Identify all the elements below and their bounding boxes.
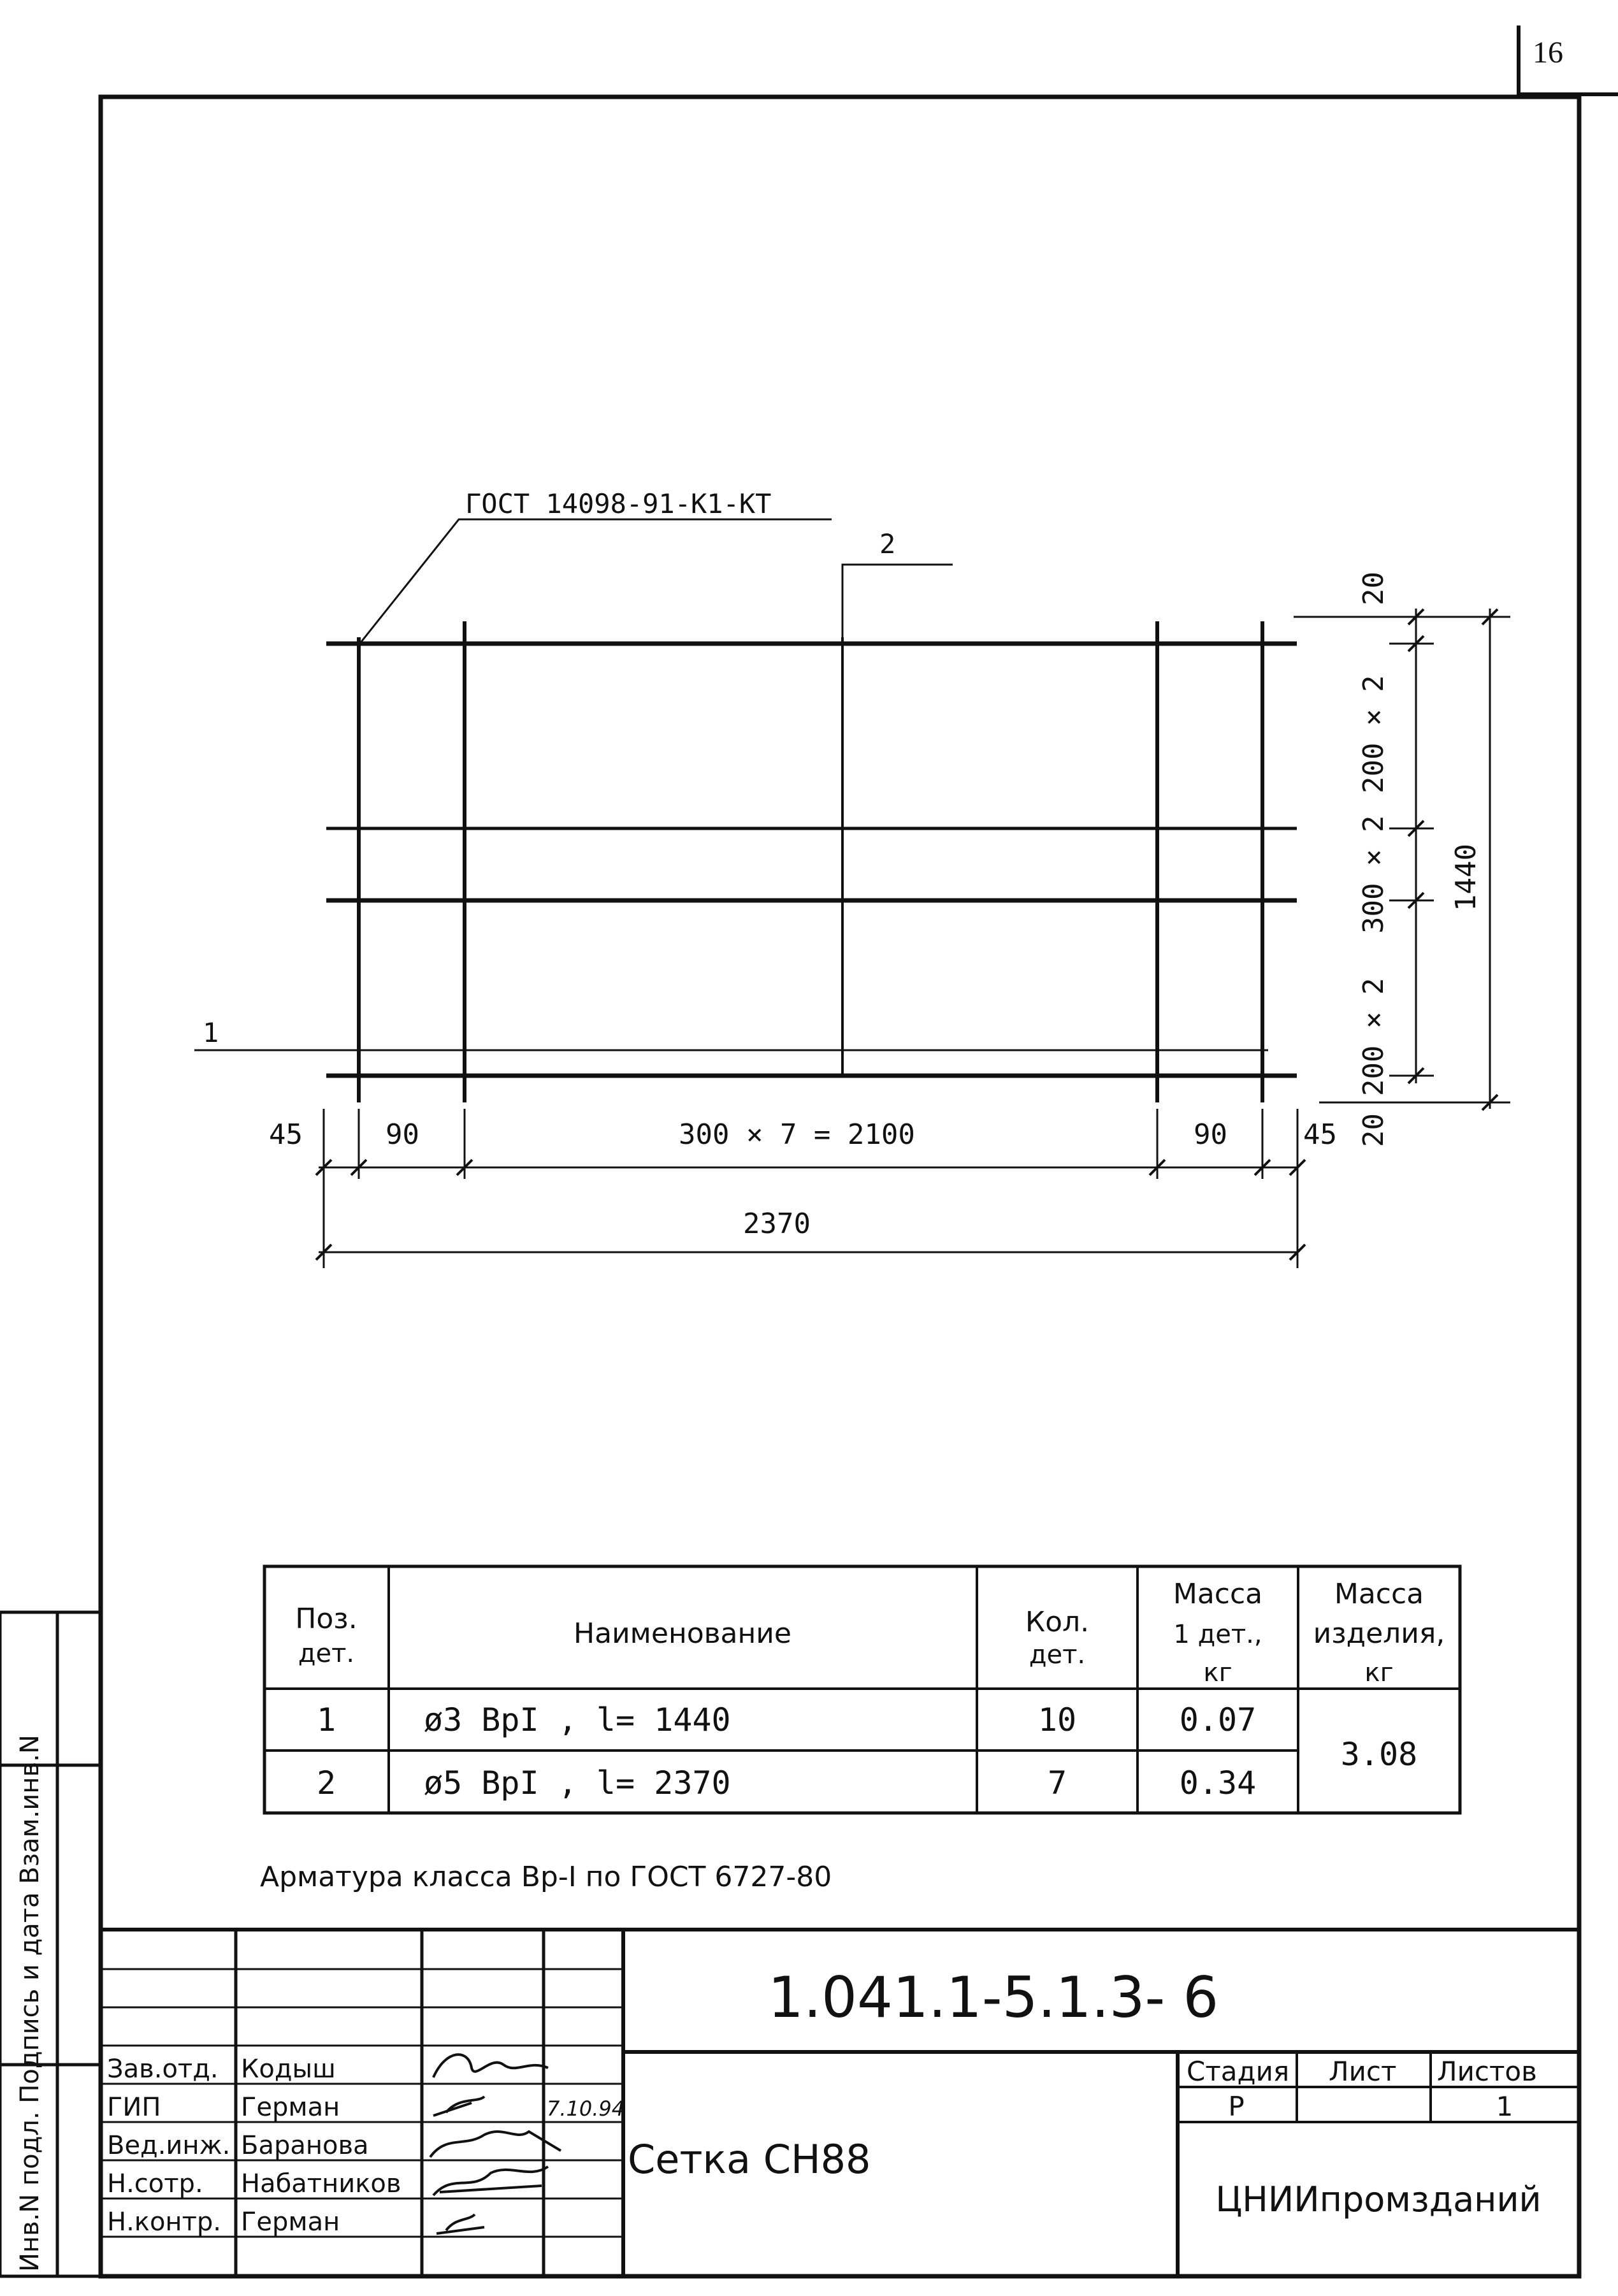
person-1: Кодыш xyxy=(241,2054,336,2084)
person-5: Герман xyxy=(241,2207,340,2237)
role-1: Зав.отд. xyxy=(107,2054,219,2084)
spec-table xyxy=(264,1566,1460,1813)
organization: ЦНИИпромзданий xyxy=(1215,2179,1542,2220)
drawing-title: Сетка СН88 xyxy=(628,2136,871,2183)
dim-left-90: 90 xyxy=(386,1118,419,1151)
row2-qty: 7 xyxy=(1047,1765,1067,1801)
row2-name: ø5 BpI , l= 2370 xyxy=(424,1765,731,1801)
pos1-label: 1 xyxy=(203,1017,219,1048)
total-mass: 3.08 xyxy=(1340,1736,1418,1773)
header-mass1-line1: Масса xyxy=(1173,1578,1263,1610)
header-mass1-line2: 1 дет., xyxy=(1173,1620,1262,1649)
header-qty-line1: Кол. xyxy=(1025,1606,1090,1638)
dim-right-45: 45 xyxy=(1303,1118,1337,1151)
header-name: Наименование xyxy=(574,1617,791,1650)
stage-value: Р xyxy=(1228,2091,1245,2122)
row1-mass: 0.07 xyxy=(1179,1701,1257,1738)
header-mass-total-line3: кг xyxy=(1364,1658,1394,1687)
dim-seg2: 300 × 2 xyxy=(1357,815,1390,934)
side-stamp-text: Инв.N подл. Подпись и дата Взам.инв.N xyxy=(15,1735,45,2272)
header-mass-total-line1: Масса xyxy=(1334,1578,1424,1610)
row1-pos: 1 xyxy=(316,1701,336,1738)
dim-right-90: 90 xyxy=(1194,1118,1227,1151)
row2-mass: 0.34 xyxy=(1179,1765,1257,1801)
person-4: Набатников xyxy=(241,2169,401,2199)
sheets-label: Листов xyxy=(1437,2056,1537,2087)
sheet-frame xyxy=(101,97,1579,2276)
date-2: 7.10.94 xyxy=(547,2097,625,2121)
dim-top-20: 20 xyxy=(1357,572,1390,605)
dim-seg1: 200 × 2 xyxy=(1357,675,1390,793)
page-number: 16 xyxy=(1533,36,1563,69)
role-5: Н.контр. xyxy=(107,2207,221,2237)
role-3: Вед.инж. xyxy=(107,2131,231,2160)
drawing-code: 1.041.1-5.1.3- 6 xyxy=(768,1965,1219,2030)
dim-left-45: 45 xyxy=(269,1118,303,1151)
dim-total-width: 2370 xyxy=(743,1208,811,1240)
sheets-value: 1 xyxy=(1496,2091,1513,2122)
dim-total-height: 1440 xyxy=(1450,844,1482,911)
stage-label: Стадия xyxy=(1187,2056,1290,2087)
row1-name: ø3 BpI , l= 1440 xyxy=(424,1701,731,1738)
person-2: Герман xyxy=(241,2093,340,2122)
dim-seg3: 200 × 2 xyxy=(1357,978,1390,1096)
dim-middle: 300 × 7 = 2100 xyxy=(679,1118,915,1151)
row2-pos: 2 xyxy=(316,1765,336,1801)
person-3: Баранова xyxy=(241,2131,369,2160)
header-qty-line2: дет. xyxy=(1029,1640,1086,1670)
row1-qty: 10 xyxy=(1037,1701,1077,1738)
pos2-leader-line xyxy=(842,565,953,644)
header-pos-line1: Поз. xyxy=(295,1603,358,1635)
role-4: Н.сотр. xyxy=(107,2169,203,2199)
gost-leader-line xyxy=(359,519,832,645)
side-stamp xyxy=(0,1612,101,2276)
gost-label: ГОСТ 14098-91-К1-КТ xyxy=(465,488,772,519)
header-pos-line2: дет. xyxy=(298,1639,355,1668)
header-mass-total-line2: изделия, xyxy=(1313,1617,1445,1650)
mesh-drawing xyxy=(194,488,1510,1268)
signatures xyxy=(430,2054,561,2234)
sheet-label: Лист xyxy=(1329,2056,1397,2087)
dim-bottom-20: 20 xyxy=(1357,1113,1390,1147)
reinforcement-note: Арматура класса Вр-I по ГОСТ 6727-80 xyxy=(260,1861,832,1893)
role-2: ГИП xyxy=(107,2093,161,2122)
pos2-label: 2 xyxy=(879,528,896,560)
header-mass1-line3: кг xyxy=(1203,1658,1232,1687)
title-block xyxy=(101,1930,1579,2276)
